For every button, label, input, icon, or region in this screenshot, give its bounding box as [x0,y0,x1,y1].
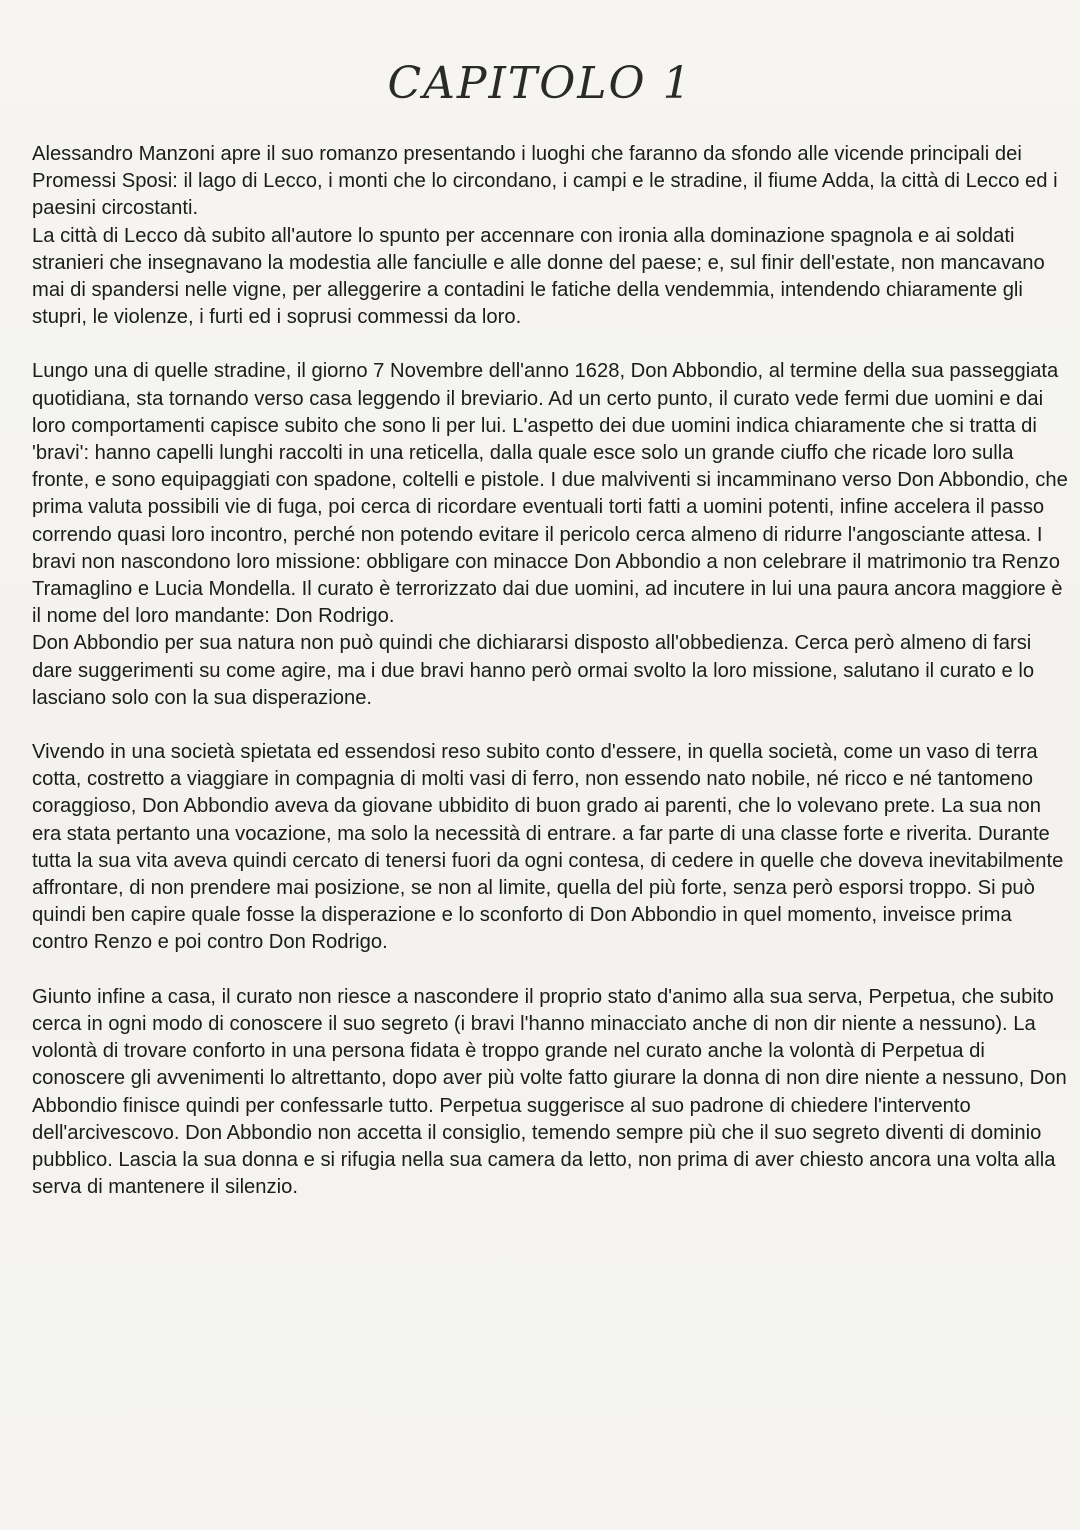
paragraph: La città di Lecco dà subito all'autore lo spunto per accennare con ironia alla dominazione spagnola e ai soldati stranieri che insegnavano la modestia alle fanciulle e alle donne del paese; e, sul finir dell'estate, non mancavano mai di spandersi nelle vigne, per alleggerire a contadini le fatiche della vendemmia, intendendo chiaramente gli stupri, le violenze, i furti ed i soprusi commessi da loro. [32,224,1045,329]
document-body [32,141,1072,1201]
paragraph: Alessandro Manzoni apre il suo romanzo presentando i luoghi che faranno da sfondo alle vicende principali dei Promessi Sposi: il lago di Lecco, i monti che lo circondano, i campi e le stradine, il fiume Adda, la città di Lecco ed i paesini circostanti. [32,143,1058,220]
paragraph: Vivendo in una società spietata ed essendosi reso subito conto d'essere, in quella società, come un vaso di terra cotta, costretto a viaggiare in compagnia di molti vasi di ferro, non essendo nato nobile, né ricco e né tantomeno coraggioso, Don Abbondio aveva da giovane ubbidito di buon grado ai parenti, che lo volevano prete. La sua non era stata pertanto una vocazione, ma solo la necessità di entrare. a far parte di una classe forte e riverita. Durante tutta la sua vita aveva quindi cercato di tenersi fuori da ogni contesa, di cedere in quelle che doveva inevitabilmente affrontare, di non prendere mai posizione, se non al limite, quella del più forte, senza però esporsi troppo. Si può quindi ben capire quale fosse la disperazione e lo sconforto di Don Abbondio in quel momento, inveisce prima contro Renzo e poi contro Don Rodrigo. [32,741,1064,954]
paragraph: Lungo una di quelle stradine, il giorno 7 Novembre dell'anno 1628, Don Abbondio, al termine della sua passeggiata quotidiana, sta tornando verso casa leggendo il breviario. Ad un certo punto, il curato vede fermi due uomini e dai loro comportamenti capisce subito che sono li per lui. L'aspetto dei due uomini indica chiaramente che si tratta di 'bravi': hanno capelli lunghi raccolti in una reticella, dalla quale esce solo un grande ciuffo che ricade loro sulla fronte, e sono equipaggiati con spadone, coltelli e pistole. I due malviventi si incamminano verso Don Abbondio, che prima valuta possibili vie di fuga, poi cerca di ricordare eventuali torti fatti a uomini potenti, infine accelera il passo correndo quasi loro incontro, perché non potendo evitare il pericolo cerca almeno di ridurre l'angosciante attesa. I bravi non nascondono loro missione: obbligare con minacce Don Abbondio a non celebrare il matrimonio tra Renzo Tramaglino e Lucia Mondella. Il curato è terrorizzato dai due uomini, ad incutere in lui una paura ancora maggiore è il nome del loro mandante: Don Rodrigo. [32,360,1068,628]
paragraph: Giunto infine a casa, il curato non riesce a nascondere il proprio stato d'animo alla sua serva, Perpetua, che subito cerca in ogni modo di conoscere il suo segreto (i bravi l'hanno minacciato anche di non dir niente a nessuno). La volontà di trovare conforto in una persona fidata è troppo grande nel curato anche la volontà di Perpetua di conoscere gli avvenimenti lo altrettanto, dopo aver più volte fatto giurare la donna di non dire niente a nessuno, Don Abbondio finisce quindi per confessarle tutto. Perpetua suggerisce al suo padrone di chiedere l'intervento dell'arcivescovo. Don Abbondio non accetta il consiglio, temendo sempre più che il suo segreto diventi di dominio pubblico. Lascia la sua donna e si rifugia nella sua camera da letto, non prima di aver chiesto ancora una volta alla serva di mantenere il silenzio. [32,985,1067,1199]
paragraph: Don Abbondio per sua natura non può quindi che dichiararsi disposto all'obbedienza. Cerca però almeno di farsi dare suggerimenti su come agire, ma i due bravi hanno però ormai svolto la loro missione, salutano il curato e lo lasciano solo con la sua disperazione. [32,632,1035,709]
chapter-title: CAPITOLO 1 [387,58,693,109]
